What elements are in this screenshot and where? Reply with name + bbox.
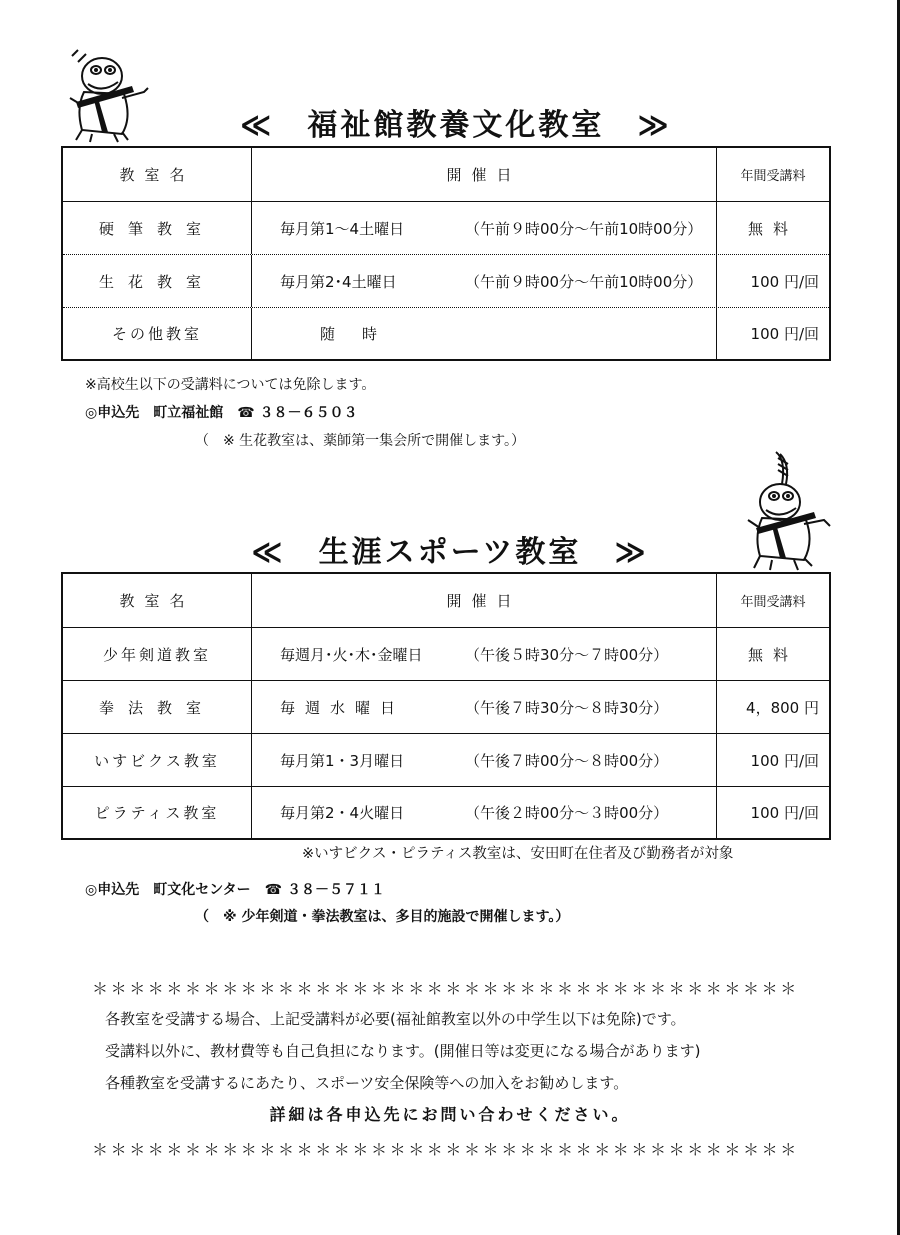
table-header-row (63, 148, 829, 201)
table-row (63, 733, 829, 786)
time-text: （午前９時00分～午前10時00分） (465, 219, 703, 238)
footer-closing: 詳細は各申込先にお問い合わせください。 (269, 1105, 631, 1124)
table-row (63, 680, 829, 733)
divider-stars-top: ＊＊＊＊＊＊＊＊＊＊＊＊＊＊＊＊＊＊＊＊＊＊＊＊＊＊＊＊＊＊＊＊＊＊＊＊＊＊ (92, 979, 799, 998)
schedule-cell (252, 202, 717, 254)
fee-cell: 100 円/回 (750, 751, 819, 770)
table-row (63, 786, 829, 838)
schedule-cell (252, 734, 717, 786)
section1-venue-note: （ ※ 生花教室は、薬師第一集会所で開催します。） (195, 433, 526, 449)
header-fee: 年間受講料 (740, 169, 806, 184)
class-name: その他教室 (63, 308, 252, 359)
table-row (63, 201, 829, 254)
section2-venue-note: （ ※ 少年剣道・拳法教室は、多目的施設で開催します。） (195, 909, 570, 925)
header-fee: 年間受講料 (740, 595, 806, 610)
section2-note: ※いすビクス・ピラティス教室は、安田町在住者及び勤務者が対象 (302, 846, 734, 862)
table-row (63, 627, 829, 680)
footer-line-1: 各教室を受講する場合、上記受講料が必要(福祉館教室以外の中学生以下は免除)です。 (105, 1010, 686, 1028)
schedule-text: 毎週水曜日 (280, 698, 406, 717)
header-class-name: 教室名 (63, 574, 252, 627)
schedule-cell (252, 308, 717, 359)
section2-contact: ◎申込先 町文化センター ☎ ３８－５７１１ (85, 882, 385, 898)
schedule-cell (252, 787, 717, 838)
footer-line-2: 受講料以外に、教材費等も自己負担になります。(開催日等は変更になる場合があります) (105, 1042, 701, 1060)
section1-table (61, 146, 831, 361)
table-header-row (63, 574, 829, 627)
time-text: （午後７時00分～８時00分） (465, 751, 669, 770)
section2-title: ≪ 生涯スポーツ教室 ≫ (251, 535, 649, 570)
mascot-character-icon (742, 450, 834, 572)
schedule-text: 毎週月･火･木･金曜日 (280, 645, 423, 664)
class-name: ピラティス教室 (63, 787, 252, 838)
section2-table (61, 572, 831, 840)
section1-title: ≪ 福祉館教養文化教室 ≫ (240, 108, 672, 143)
class-name: 少年剣道教室 (63, 628, 252, 680)
schedule-cell (252, 681, 717, 733)
section1-note: ※高校生以下の受講料については免除します。 (85, 377, 376, 393)
header-schedule: 開催日 (252, 574, 717, 627)
schedule-cell (252, 628, 717, 680)
class-name: いすビクス教室 (63, 734, 252, 786)
table-row (63, 307, 829, 359)
class-name: 生花教室 (63, 255, 252, 307)
fee-cell: 100 円/回 (750, 804, 819, 822)
fee-cell: 100 円/回 (750, 325, 819, 343)
section1-contact: ◎申込先 町立福祉館 ☎ ３８－６５０３ (85, 405, 358, 421)
time-text: （午後２時00分～３時00分） (465, 804, 669, 822)
time-text: （午後７時30分～８時30分） (465, 698, 669, 717)
divider-stars-bottom: ＊＊＊＊＊＊＊＊＊＊＊＊＊＊＊＊＊＊＊＊＊＊＊＊＊＊＊＊＊＊＊＊＊＊＊＊＊＊ (92, 1140, 799, 1159)
class-name: 拳法教室 (63, 681, 252, 733)
fee-cell: 4，800 円 (746, 698, 819, 717)
fee-cell: 100 円/回 (750, 272, 819, 291)
table-row (63, 254, 829, 307)
footer-line-3: 各種教室を受講するにあたり、スポーツ安全保険等への加入をお勧めします。 (105, 1074, 629, 1092)
header-schedule: 開催日 (252, 148, 717, 201)
schedule-text: 毎月第1・3月曜日 (280, 751, 405, 770)
schedule-cell (252, 255, 717, 307)
class-name: 硬筆教室 (63, 202, 252, 254)
fee-cell: 無料 (747, 219, 798, 238)
schedule-text: 毎月第2･4土曜日 (280, 272, 397, 291)
time-text: （午前９時00分～午前10時00分） (465, 272, 703, 291)
header-class-name: 教室名 (63, 148, 252, 201)
fee-cell: 無料 (747, 645, 798, 664)
schedule-text: 随 時 (320, 325, 384, 343)
mascot-character-icon (62, 48, 154, 144)
time-text: （午後５時30分～７時00分） (465, 645, 669, 664)
schedule-text: 毎月第1～4土曜日 (280, 219, 405, 238)
schedule-text: 毎月第2・4火曜日 (280, 804, 405, 822)
